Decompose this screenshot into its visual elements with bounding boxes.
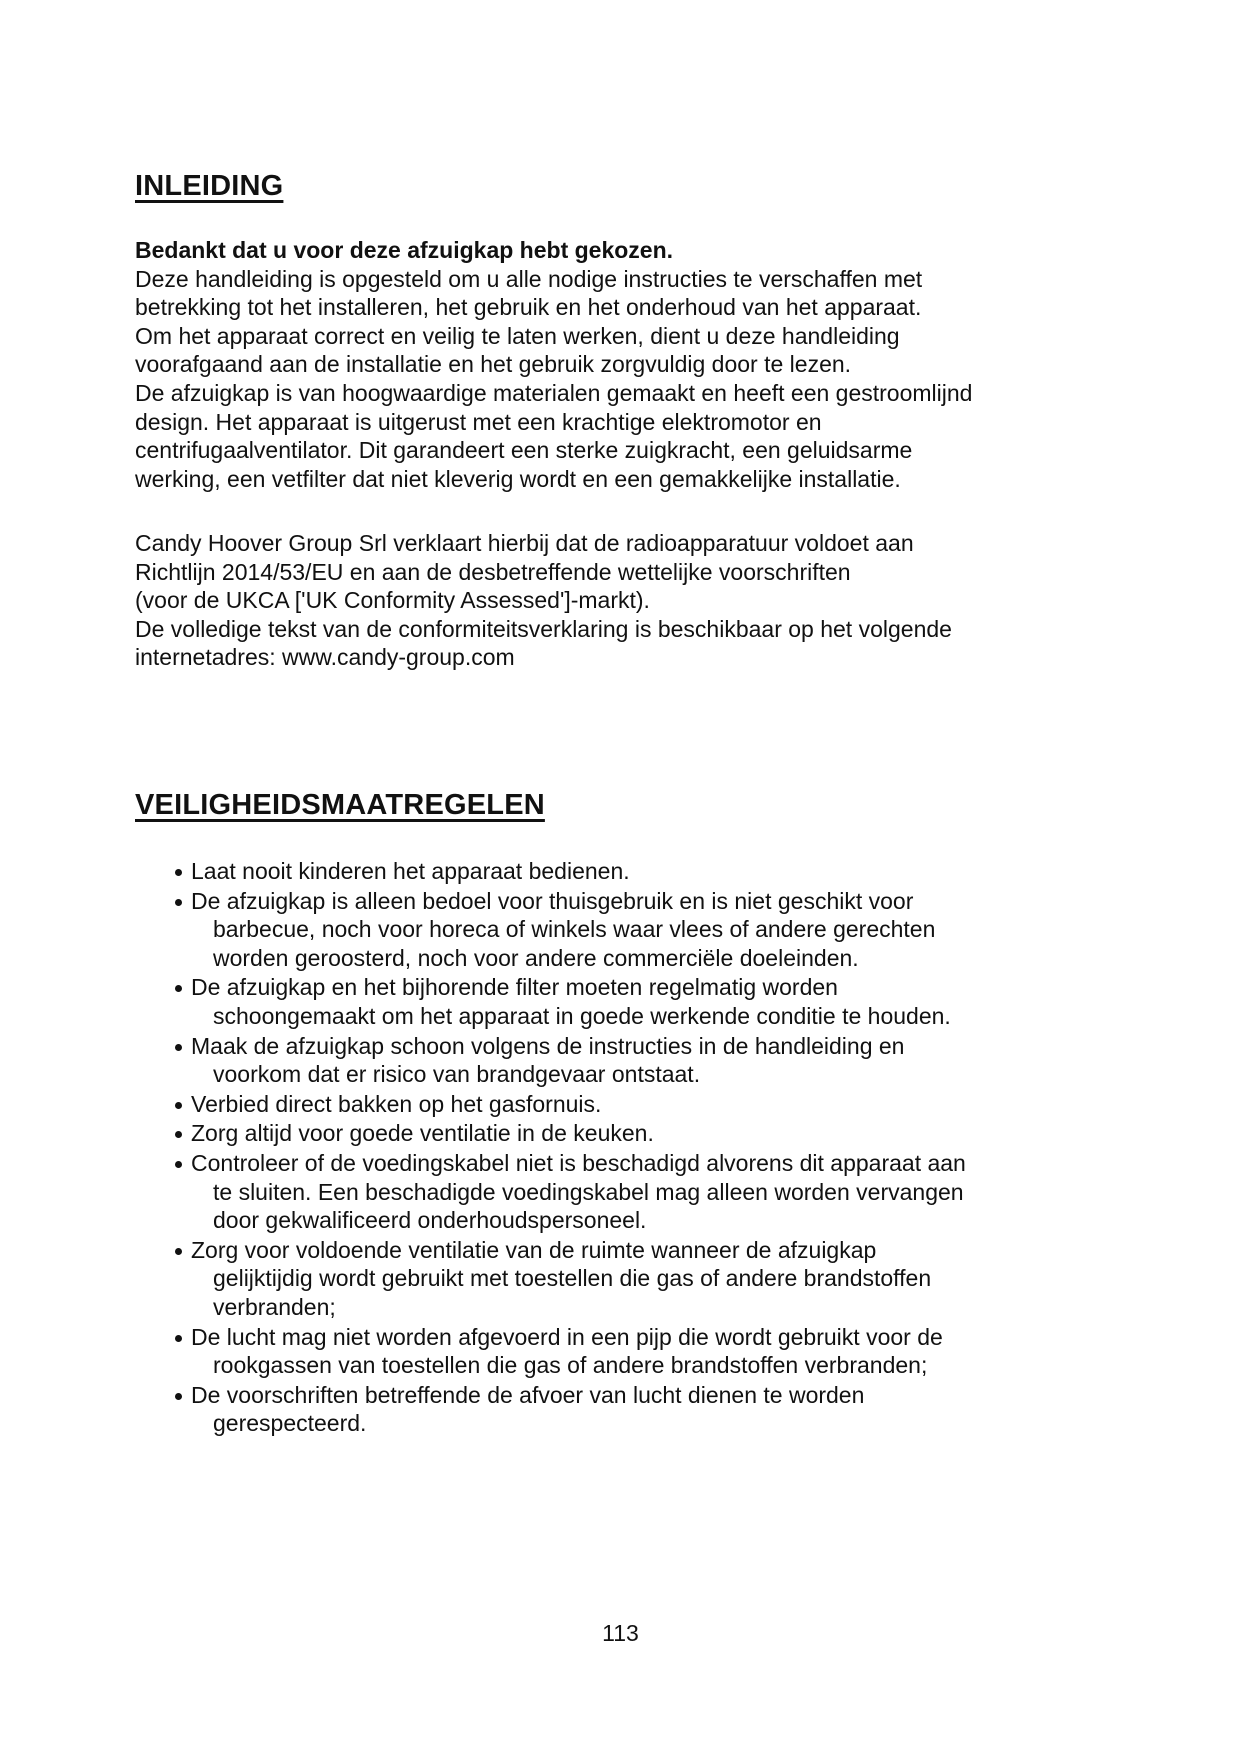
- section-heading-safety: VEILIGHEIDSMAATREGELEN: [135, 789, 545, 821]
- intro-line: Deze handleiding is opgesteld om u alle nodige instructies te verschaffen met: [135, 265, 923, 292]
- intro-text: [135, 236, 1095, 493]
- declaration-line: (voor de UKCA ['UK Conformity Assessed']-markt).: [135, 587, 650, 614]
- safety-item-line: De voorschriften betreffende de afvoer van lucht dienen te worden: [191, 1381, 865, 1408]
- safety-item-line: De afzuigkap is alleen bedoel voor thuisgebruik en is niet geschikt voor: [191, 887, 914, 914]
- intro-line: De afzuigkap is van hoogwaardige materialen gemaakt en heeft een gestroomlijnd: [135, 379, 973, 406]
- intro-lead: Bedankt dat u voor deze afzuigkap hebt gekozen.: [135, 237, 674, 263]
- declaration-line: De volledige tekst van de conformiteitsverklaring is beschikbaar op het volgende: [135, 615, 952, 642]
- bullet-dot-icon: [175, 869, 182, 876]
- intro-line: voorafgaand aan de installatie en het gebruik zorgvuldig door te lezen.: [135, 351, 852, 378]
- safety-item-line: De afzuigkap en het bijhorende filter moeten regelmatig worden: [191, 974, 838, 1001]
- safety-item-line: verbranden;: [213, 1293, 336, 1320]
- safety-item-line: De lucht mag niet worden afgevoerd in een pijp die wordt gebruikt voor de: [191, 1323, 943, 1350]
- safety-item-line: schoongemaakt om het apparaat in goede werkende conditie te houden.: [213, 1002, 951, 1029]
- safety-item-line: Maak de afzuigkap schoon volgens de instructies in de handleiding en: [191, 1032, 905, 1059]
- section-heading-intro: INLEIDING: [135, 170, 284, 202]
- safety-list-item: [135, 1032, 1095, 1089]
- intro-line: betrekking tot het installeren, het gebruik en het onderhoud van het apparaat.: [135, 294, 922, 321]
- bullet-dot-icon: [175, 1102, 182, 1109]
- intro-line: Om het apparaat correct en veilig te laten werken, dient u deze handleiding: [135, 322, 900, 349]
- safety-item-line: Controleer of de voedingskabel niet is beschadigd alvorens dit apparaat aan: [191, 1149, 966, 1176]
- safety-item-line: barbecue, noch voor horeca of winkels waar vlees of andere gerechten: [213, 916, 936, 943]
- safety-list-item: [135, 1090, 1095, 1119]
- bullet-dot-icon: [175, 985, 182, 992]
- safety-item-line: te sluiten. Een beschadigde voedingskabel mag alleen worden vervangen: [213, 1178, 964, 1205]
- safety-list-item: [135, 887, 1095, 973]
- safety-item-line: Zorg altijd voor goede ventilatie in de keuken.: [191, 1120, 654, 1147]
- bullet-dot-icon: [175, 1044, 182, 1051]
- safety-list-item: [135, 1236, 1095, 1322]
- safety-list-item: [135, 973, 1095, 1030]
- safety-list-item: [135, 1149, 1095, 1235]
- safety-list-item: [135, 857, 1095, 886]
- bullet-dot-icon: [175, 1393, 182, 1400]
- bullet-dot-icon: [175, 899, 182, 906]
- safety-item-line: Verbied direct bakken op het gasfornuis.: [191, 1090, 602, 1117]
- intro-line: design. Het apparaat is uitgerust met een krachtige elektromotor en: [135, 408, 822, 435]
- safety-item-line: rookgassen van toestellen die gas of andere brandstoffen verbranden;: [213, 1352, 928, 1379]
- safety-item-line: voorkom dat er risico van brandgevaar ontstaat.: [213, 1061, 701, 1088]
- safety-item-line: Zorg voor voldoende ventilatie van de ruimte wanneer de afzuigkap: [191, 1236, 877, 1263]
- safety-item-line: worden geroosterd, noch voor andere commerciële doeleinden.: [213, 944, 859, 971]
- safety-list-item: [135, 1323, 1095, 1380]
- page-number: 113: [602, 1620, 639, 1646]
- bullet-dot-icon: [175, 1161, 182, 1168]
- safety-item-line: door gekwalificeerd onderhoudspersoneel.: [213, 1207, 647, 1234]
- safety-list-item: [135, 1381, 1095, 1438]
- intro-line: centrifugaalventilator. Dit garandeert een sterke zuigkracht, een geluidsarme: [135, 437, 913, 464]
- declaration-line: Richtlijn 2014/53/EU en aan de desbetreffende wettelijke voorschriften: [135, 558, 851, 585]
- bullet-dot-icon: [175, 1131, 182, 1138]
- safety-item-line: gerespecteerd.: [213, 1410, 367, 1437]
- bullet-dot-icon: [175, 1248, 182, 1255]
- intro-line: werking, een vetfilter dat niet kleverig wordt en een gemakkelijke installatie.: [135, 465, 901, 492]
- safety-list: [135, 857, 1095, 1439]
- declaration-line: Candy Hoover Group Srl verklaart hierbij dat de radioapparatuur voldoet aan: [135, 530, 914, 556]
- safety-item-line: Laat nooit kinderen het apparaat bedienen.: [191, 858, 630, 884]
- bullet-dot-icon: [175, 1335, 182, 1342]
- safety-list-item: [135, 1119, 1095, 1148]
- declaration-line: internetadres: www.candy-group.com: [135, 644, 515, 671]
- safety-item-line: gelijktijdig wordt gebruikt met toestellen die gas of andere brandstoffen: [213, 1265, 932, 1292]
- conformity-declaration: [135, 529, 1095, 672]
